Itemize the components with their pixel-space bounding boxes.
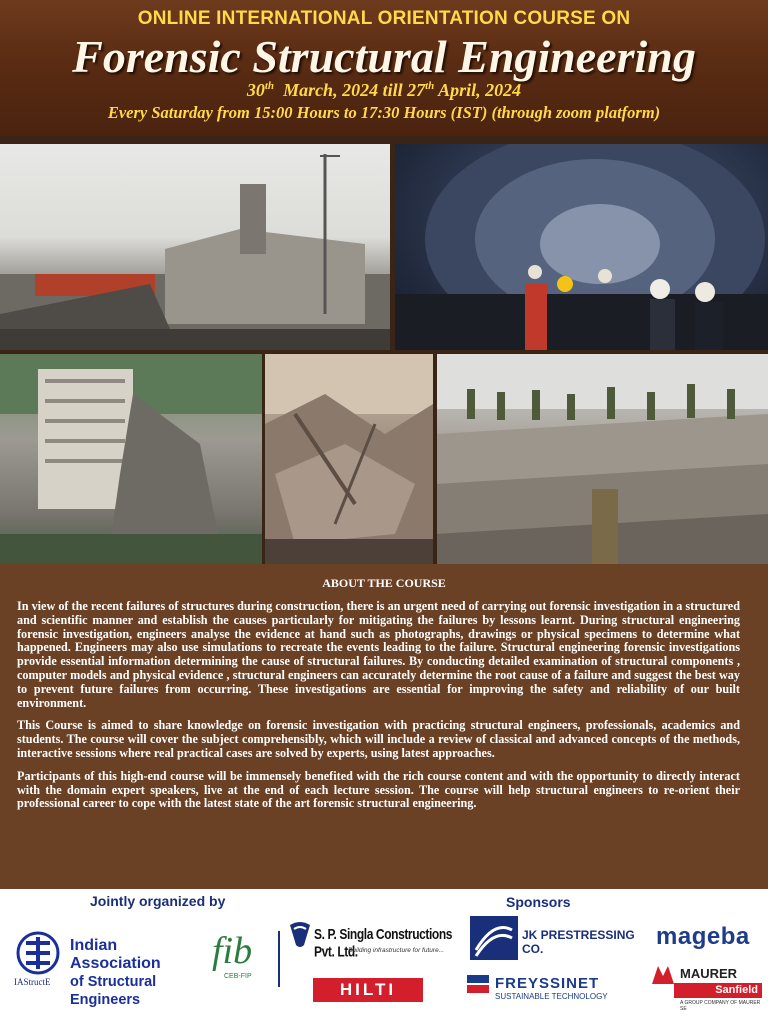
- iastructe-abbr: IAStructE: [14, 977, 51, 987]
- maurer-emblem-icon: [652, 966, 674, 984]
- course-dates: 30th March, 2024 till 27th April, 2024: [246, 80, 522, 100]
- jk-name: JK PRESTRESSING CO.: [522, 928, 635, 956]
- maurer-logo: [652, 966, 762, 1011]
- maurer-sub: Sanfield: [674, 983, 762, 998]
- maurer-tagline: A GROUP COMPANY OF MAURER SE: [680, 1000, 761, 1012]
- about-section: [0, 564, 768, 889]
- about-heading: ABOUT THE COURSE: [322, 576, 446, 590]
- jk-emblem-icon: [470, 916, 518, 960]
- photo-collapsed-tower: [0, 354, 262, 564]
- course-schedule: Every Saturday from 15:00 Hours to 17:30 Hours (IST) (through zoom platform): [107, 103, 661, 122]
- sp-singla-emblem-icon: [286, 919, 314, 949]
- fib-name: fib: [212, 930, 253, 972]
- course-header: [0, 0, 768, 136]
- course-title: Forensic Structural Engineering: [72, 31, 696, 82]
- freyssinet-emblem-icon: [467, 973, 491, 1003]
- about-paragraph: In view of the recent failures of structures during construction, there is an urgent need of carrying out forensic investigation in a structured and scientific manner and establish the causes particularly for mitigating the failures by lessons learnt. During structural engineering forensic investigation, engineers analyse the evidence at hand such as photographs, drawings or physical specimens to determine what happened. Engineers may also use simulations to recreate the events leading to the failure. Structural engineering forensic investigations provide essential information determining the cause of structural failures. By conducting detailed examination of structural components , computer models and physical evidence , structural engineers can accurately determine the root cause of a failure and suggest the best way to prevent future failures from occurring. These investigations are essential for improving the safety and reliability of our built environment.: [17, 599, 740, 710]
- photo-rescue-workers: [437, 354, 768, 564]
- jk-prestressing-logo: [470, 916, 650, 960]
- fib-sub: CEB-FIP: [224, 973, 252, 980]
- iastructe-name-line2: of Structural Engineers: [70, 974, 157, 1008]
- sp-singla-tagline: Building infrastructure for future...: [348, 947, 445, 954]
- freyssinet-name: FREYSSINET: [495, 975, 600, 992]
- about-paragraph: Participants of this high-end course will be immensely benefited with the rich course content and with the opportunity to directly interact with the domain expert speakers, live at the end of each lecture session. The course will help structural engineers to re-orient their professional career to cope with the latest state of the art forensic structural engineering.: [17, 768, 740, 811]
- freyssinet-logo: [467, 973, 647, 1005]
- sp-singla-logo: [286, 919, 466, 967]
- logo-divider: [278, 931, 280, 987]
- photo-tunnel-rescue: [395, 144, 768, 350]
- iastructe-name: [70, 937, 210, 1009]
- iastructe-emblem-icon: [14, 931, 64, 979]
- hilti-logo: HILTI: [313, 978, 423, 1002]
- mageba-logo: mageba: [656, 923, 750, 950]
- iastructe-logo: [14, 931, 204, 1008]
- maurer-name: MAURER: [680, 966, 738, 981]
- sponsors-label: Sponsors: [506, 894, 571, 910]
- about-body: [17, 600, 740, 820]
- iastructe-name-line1: Indian Association: [70, 937, 161, 972]
- photo-collapsed-construction: [0, 144, 390, 350]
- fib-logo: [210, 929, 280, 989]
- photo-collage: [0, 136, 768, 564]
- photo-rubble: [265, 354, 433, 564]
- sp-singla-name: S. P. Singla Constructions Pvt. Ltd.: [314, 925, 453, 960]
- course-type-line: ONLINE INTERNATIONAL ORIENTATION COURSE ON: [137, 8, 631, 29]
- organizers-label: Jointly organized by: [90, 893, 226, 909]
- freyssinet-sub: SUSTAINABLE TECHNOLOGY: [495, 992, 608, 1001]
- footer-logos: [0, 889, 768, 1024]
- about-paragraph: This Course is aimed to share knowledge on forensic investigation with practicing structural engineers, professionals, academics and students. The course will cover the subject comprehensibly, which will include a review of classical and advanced concepts of the methods, interactive sessions where real practical cases are solved by experts, using latest approaches.: [17, 718, 740, 760]
